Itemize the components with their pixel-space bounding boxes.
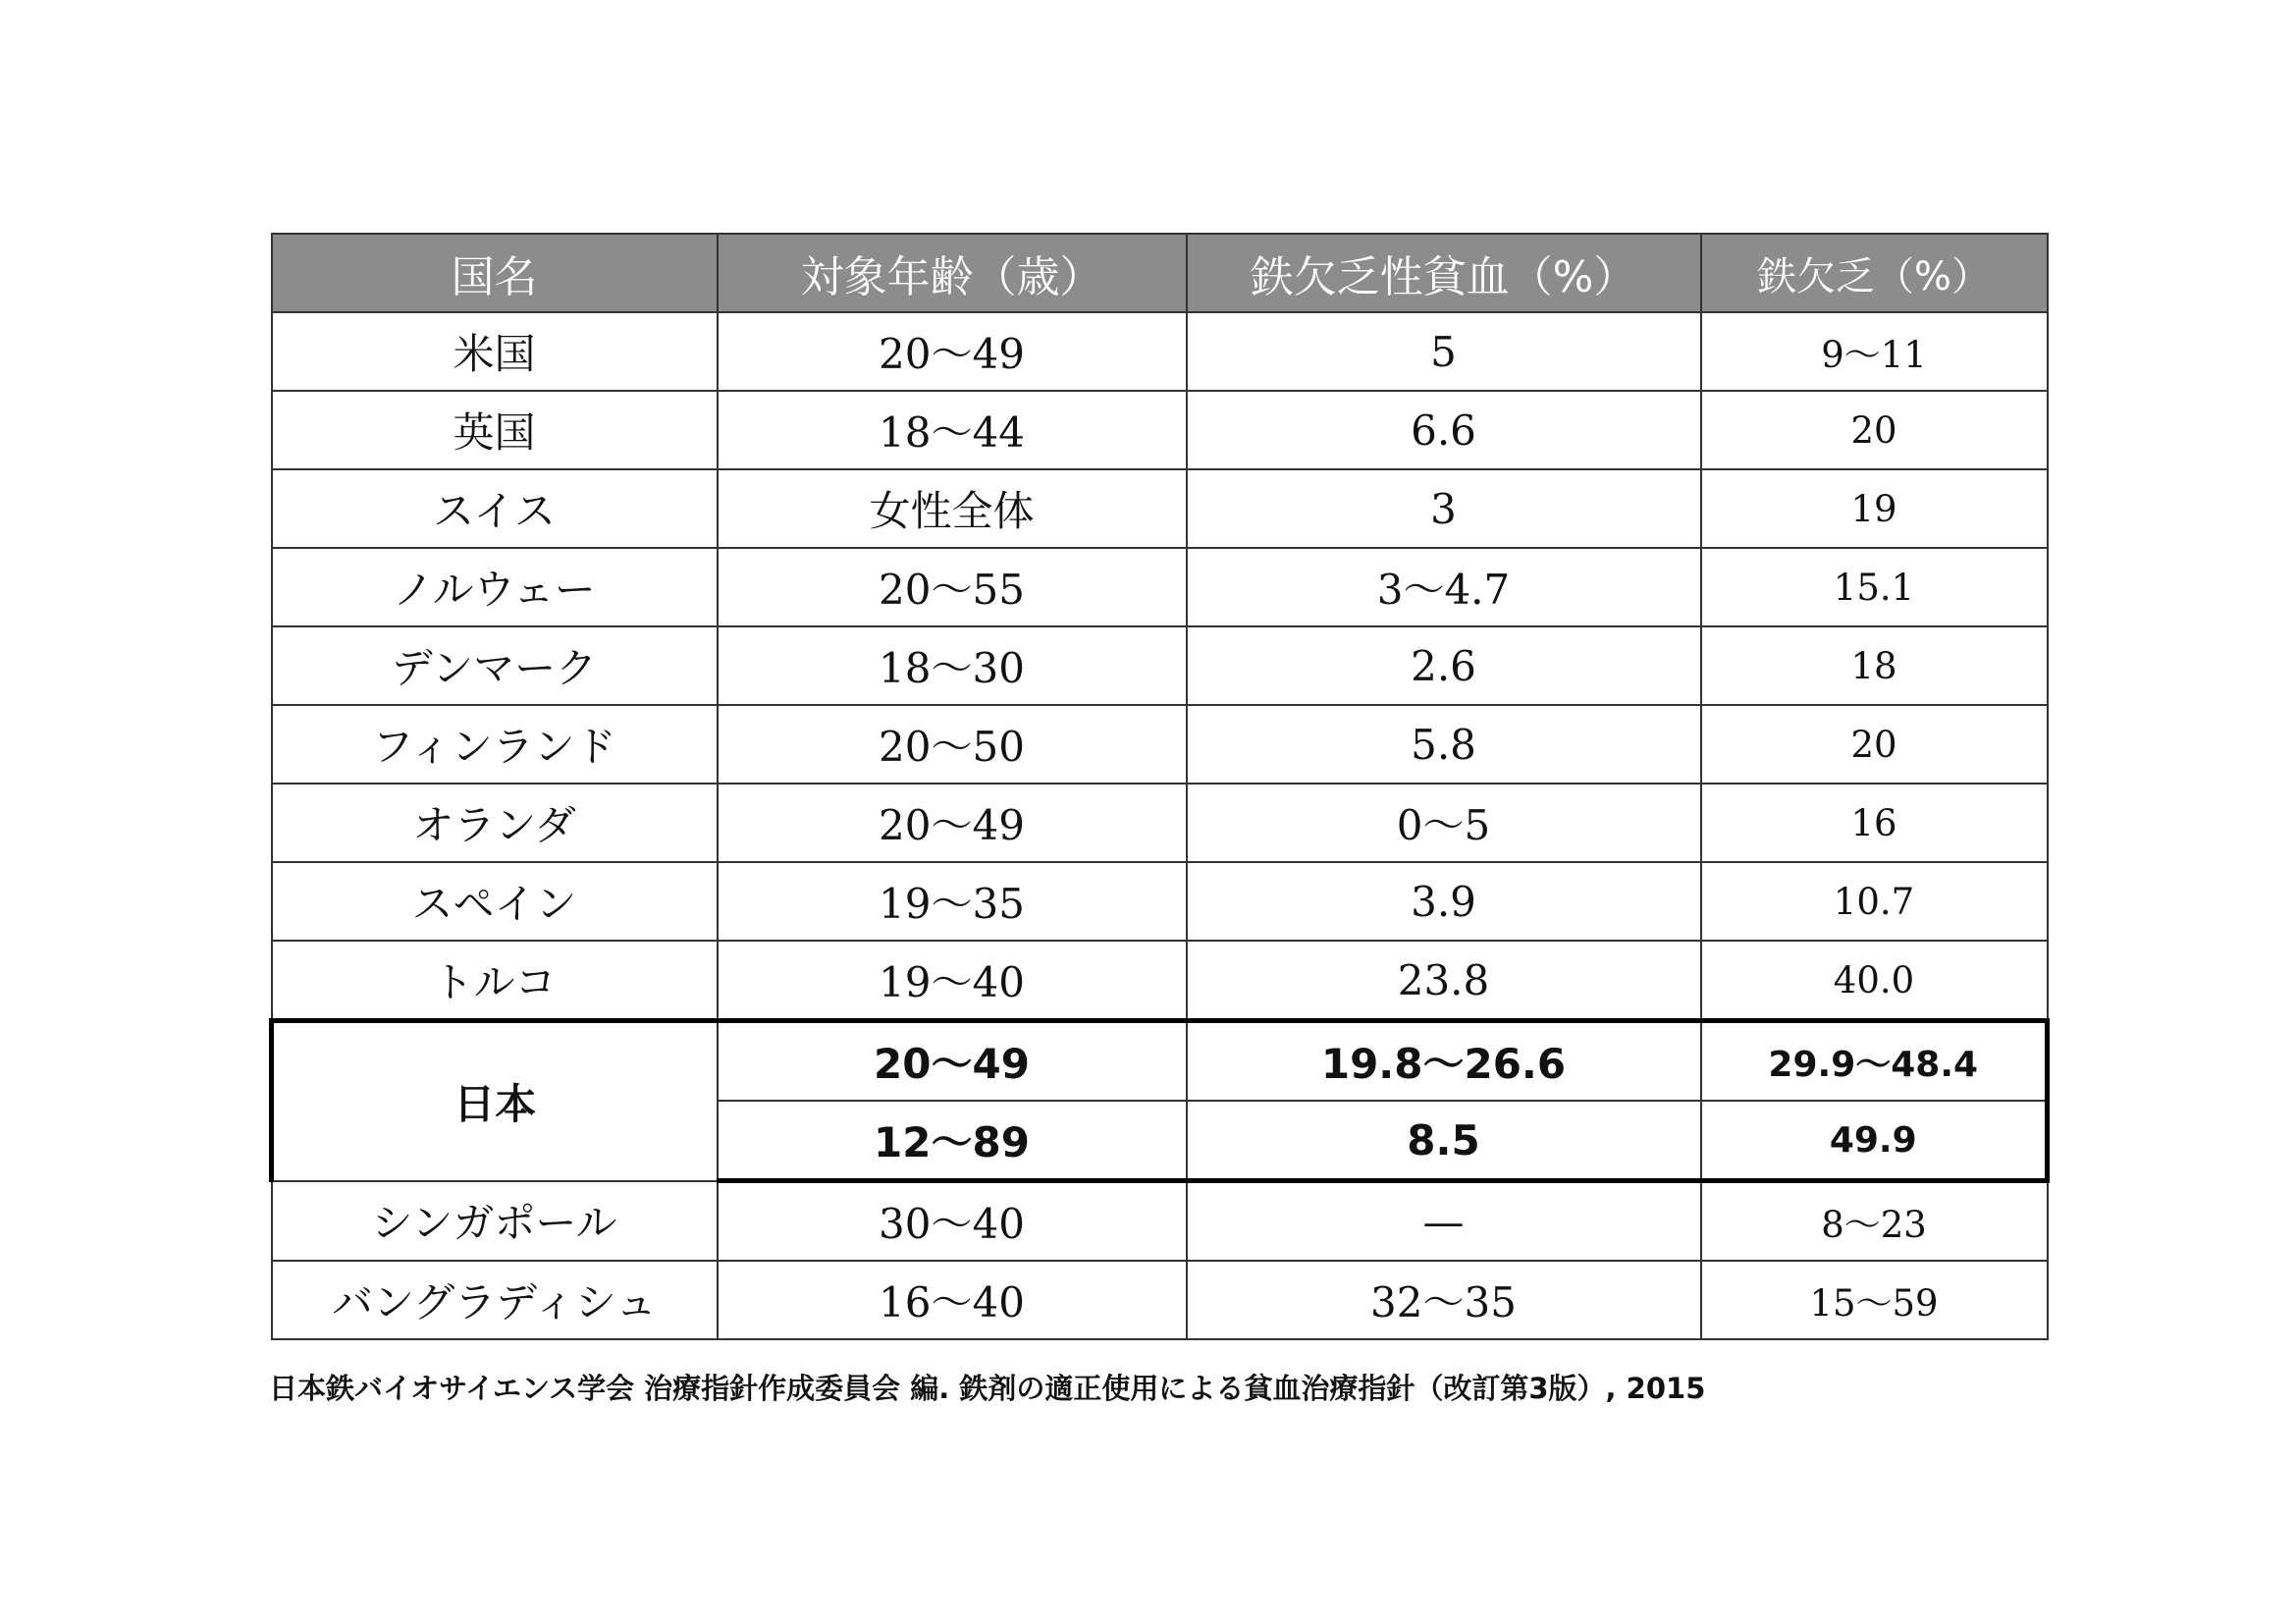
cell-deficiency: 8〜23 (1701, 1181, 2048, 1262)
cell-deficiency: 20 (1701, 391, 2048, 469)
cell-country-japan: 日本 (272, 1021, 718, 1181)
cell-anemia: 23.8 (1187, 941, 1701, 1021)
cell-anemia: 32〜35 (1187, 1261, 1701, 1339)
cell-age: 30〜40 (718, 1181, 1187, 1262)
cell-anemia: 6.6 (1187, 391, 1701, 469)
table-row (272, 862, 2048, 941)
cell-anemia: 0〜5 (1187, 784, 1701, 862)
cell-country: オランダ (272, 784, 718, 862)
cell-age: 20〜50 (718, 705, 1187, 784)
cell-country: ノルウェー (272, 548, 718, 626)
cell-country: 米国 (272, 312, 718, 391)
cell-anemia: 3.9 (1187, 862, 1701, 941)
table-row (272, 626, 2048, 705)
cell-deficiency: 29.9〜48.4 (1701, 1021, 2048, 1102)
cell-age: 20〜49 (718, 1021, 1187, 1102)
cell-age: 18〜30 (718, 626, 1187, 705)
table-row (272, 1181, 2048, 1262)
cell-deficiency: 18 (1701, 626, 2048, 705)
table-row (272, 1261, 2048, 1339)
cell-anemia: 5.8 (1187, 705, 1701, 784)
cell-age: 12〜89 (718, 1101, 1187, 1181)
cell-deficiency: 9〜11 (1701, 312, 2048, 391)
cell-age: 女性全体 (718, 469, 1187, 548)
cell-country: スイス (272, 469, 718, 548)
cell-deficiency: 16 (1701, 784, 2048, 862)
table-row (272, 941, 2048, 1021)
cell-country: シンガポール (272, 1181, 718, 1262)
cell-age: 18〜44 (718, 391, 1187, 469)
cell-anemia: 19.8〜26.6 (1187, 1021, 1701, 1102)
cell-age: 19〜35 (718, 862, 1187, 941)
table-row-japan (272, 1021, 2048, 1102)
table-row (272, 312, 2048, 391)
source-citation: 日本鉄バイオサイエンス学会 治療指針作成委員会 編. 鉄剤の適正使用による貧血治療指針（改訂第3版）, 2015 (269, 1372, 1706, 1405)
header-iron-deficiency: 鉄欠乏（%） (1701, 234, 2048, 312)
cell-country: フィンランド (272, 705, 718, 784)
cell-country: トルコ (272, 941, 718, 1021)
header-country: 国名 (272, 234, 718, 312)
cell-anemia: 2.6 (1187, 626, 1701, 705)
cell-country: 英国 (272, 391, 718, 469)
cell-anemia: — (1187, 1181, 1701, 1262)
cell-anemia: 5 (1187, 312, 1701, 391)
table-header-row (272, 234, 2048, 312)
cell-anemia: 3 (1187, 469, 1701, 548)
cell-country: スペイン (272, 862, 718, 941)
cell-age: 16〜40 (718, 1261, 1187, 1339)
table-row (272, 548, 2048, 626)
cell-age: 20〜55 (718, 548, 1187, 626)
table-row (272, 784, 2048, 862)
cell-age: 20〜49 (718, 784, 1187, 862)
cell-anemia: 8.5 (1187, 1101, 1701, 1181)
cell-country: デンマーク (272, 626, 718, 705)
cell-anemia: 3〜4.7 (1187, 548, 1701, 626)
header-age: 対象年齢（歳） (718, 234, 1187, 312)
cell-country: バングラディシュ (272, 1261, 718, 1339)
cell-deficiency: 15〜59 (1701, 1261, 2048, 1339)
cell-deficiency: 40.0 (1701, 941, 2048, 1021)
header-iron-deficiency-anemia: 鉄欠乏性貧血（%） (1187, 234, 1701, 312)
cell-age: 19〜40 (718, 941, 1187, 1021)
cell-deficiency: 15.1 (1701, 548, 2048, 626)
table-row (272, 391, 2048, 469)
cell-deficiency: 19 (1701, 469, 2048, 548)
table-row (272, 705, 2048, 784)
table-row (272, 469, 2048, 548)
cell-deficiency: 20 (1701, 705, 2048, 784)
cell-deficiency: 49.9 (1701, 1101, 2048, 1181)
cell-age: 20〜49 (718, 312, 1187, 391)
iron-deficiency-table (269, 233, 2050, 1340)
cell-deficiency: 10.7 (1701, 862, 2048, 941)
